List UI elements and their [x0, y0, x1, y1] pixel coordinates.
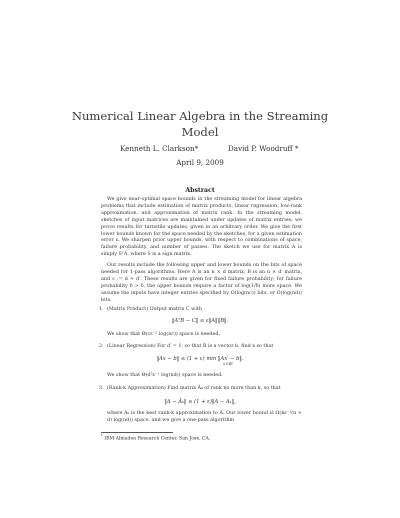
equation-matrix-product: ‖AᵀB − C‖ ≤ ε‖A‖‖B‖.: [171, 318, 229, 324]
equation-regression: ‖Ax − b‖ ≤ (1 + ε) min ‖Ax′ − b‖.: [156, 356, 244, 362]
author-woodruff: David P. Woodruff *: [228, 144, 299, 153]
list-item: [99, 385, 302, 392]
author-clarkson: Kenneth L. Clarkson*: [120, 144, 199, 153]
abstract-paragraph-2: Our results include the following upper and lower bounds on the bits of space needed for 1-pass algorithms. Here A is an n × d matrix, B is an n × d′ matrix, and c := d + d′. These results are given for fixed failure probability; for failure probability δ > 0, the upper bounds require a factor of log(1/δ) more space. We assume the inputs have integer entries specified by O(log(nc)) bits, or O(log(nd)) bits.: [101, 262, 302, 303]
list-item: [99, 343, 302, 350]
equation-regression-subscript: x′∈ℝᵈ: [223, 362, 233, 366]
footnote: [101, 434, 210, 442]
list-item-text: (Matrix Product) Output matrix C with: [107, 306, 202, 312]
list-item: [99, 306, 302, 313]
list-item-number: 3.: [99, 385, 104, 391]
list-item-result: We show that Θ(cε⁻² log(nc)) space is needed.: [107, 331, 220, 337]
footnote-mark: *: [101, 434, 103, 438]
list-item-text: (Rank-k Approximation) Find matrix Ãₖ of rank no more than k, so that: [107, 385, 281, 391]
list-item-result: We show that Θ(d²ε⁻¹ log(nd)) space is needed.: [107, 372, 223, 378]
paper-title: Numerical Linear Algebra in the Streaming Model: [71, 109, 329, 139]
paper-date: April 9, 2009: [176, 158, 224, 167]
footnote-text: IBM Almaden Research Center, San Jose, CA.: [104, 436, 211, 442]
list-item-number: 2.: [99, 343, 104, 349]
list-item-text: (Linear Regression) For d′ = 1, so that B is a vector b, find x so that: [107, 343, 274, 349]
equation-low-rank: ‖A − Ãₖ‖ ≤ (1 + ε)‖A − Aₖ‖,: [164, 399, 236, 405]
abstract-paragraph-1: We give near-optimal space bounds in the streaming model for linear algebra problems that include estimation of matrix products, linear regression, low-rank approximation, and approximation of matrix rank. In the streaming model, sketches of input matrices are maintained under updates of matrix entries; we prove results for turnstile updates, given in an arbitrary order. We give the first lower bounds known for the space needed by the sketches, for a given estimation error ε. We sharpen prior upper bounds, with respect to combinations of space, failure probability, and number of passes. The sketch we use for matrix A is simply SᵀA, where S is a sign matrix.: [101, 196, 302, 258]
list-item-result: where Aₖ is the best rank-k approximation to A. Our lower bound is Ω(kε⁻¹(n + d) log(nd)) space, and we give a one-pass algorithm: [107, 410, 302, 423]
list-item-number: 1.: [99, 306, 104, 312]
abstract-heading: Abstract: [185, 187, 215, 194]
footnote-rule: [101, 432, 173, 433]
